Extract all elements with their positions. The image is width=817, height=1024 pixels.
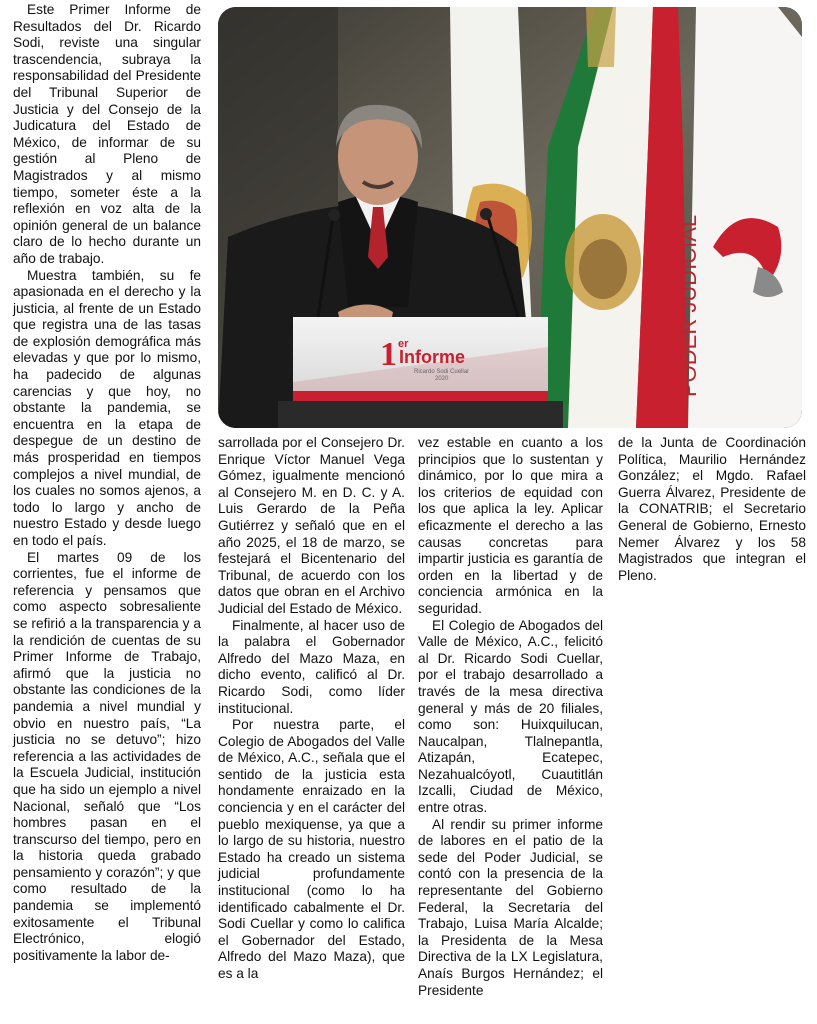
- paragraph: de la Junta de Coordinación Política, Maurilio Hernández González; el Mgdo. Rafael Guerra Álvarez, Presidente de la CONATRIB; el Secretario General de Gobierno, Ernesto Nemer Álvarez y los 58 Magistrados que integran el Pleno.: [618, 435, 806, 583]
- poder-judicial-banner: [676, 7, 802, 428]
- paragraph: sarrollada por el Consejero Dr. Enrique Víctor Manuel Vega Gómez, igualmente mencionó al Consejero M. en D. C. y A. Luis Gerardo de la Peña Gutiérrez y señaló que en el año 2025, el 18 de marzo, se festejará el Bicentenario del Tribunal, de acuerdo con los datos que obran en el Archivo Judicial del Estado de México.: [218, 435, 405, 616]
- paragraph: Al rendir su primer informe de labores en el patio de la sede del Poder Judicial, se contó con la presencia de la representante del Gobierno Federal, la Secretaria del Trabajo, Luisa María Alcalde; la Presidenta de la Mesa Directiva de la LX Legislatura, Anaís Burgos Hernández; el Presidente: [418, 816, 603, 998]
- paragraph: El Colegio de Abogados del Valle de México, A.C., felicitó al Dr. Ricardo Sodi Cuellar, por el trabajo desarrollado a través de la mesa directiva general y más de 20 filiales, como son: Huixquilucan, Naucalpan, Tlalnepantla, Atizapán, Ecatepec, Nezahualcóyotl, Cuautitlán Izcalli, Ciudad de México, entre otras.: [418, 617, 603, 816]
- podium-number: 1: [380, 336, 397, 373]
- podium-superscript: er: [398, 338, 409, 350]
- paragraph: Este Primer Informe de Resultados del Dr. Ricardo Sodi, reviste una singular trascendencia, subraya la responsabilidad del Presidente del Tribunal Superior de Justicia y del Consejo de la Judicatura del Estado de México, de informar de su gestión al Pleno de Magistrados y al mismo tiempo, someter éste a la reflexión en voz alta de la opinión general de un balance claro de lo hecho durante un año de trabajo.: [13, 2, 201, 266]
- paragraph: El martes 09 de los corrientes, fue el informe de referencia y pensamos que como aspecto sobresaliente se refirió a la transparencia y a la rendición de cuentas de su Primer Informe de Trabajo, afirmó que la justicia no obstante las condiciones de la pandemia a nivel mundial y obvio en nuestro país, “La justicia no se detuvo”; hizo referencia a las actividades de la Escuela Judicial, institución que ha sido un ejemplo a nivel Nacional, señaló que “Los hombres pasan en el transcurso del tiempo, pero en la historia queda grabado pensamiento y corazón”; y que como resultado de la pandemia se implementó exitosamente el Tribunal Electrónico, elogió positivamente la labor de-: [13, 549, 201, 963]
- podium-subtitle: Ricardo Sodi Cuellar: [414, 369, 470, 375]
- podium-word: Informe: [399, 347, 466, 367]
- article-column-2: [218, 435, 405, 983]
- paragraph: Finalmente, al hacer uso de la palabra el Gobernador Alfredo del Mazo Maza, en dicho evento, calificó al Dr. Ricardo Sodi, como líder institucional.: [218, 617, 405, 716]
- article-column-1: [13, 2, 201, 964]
- paragraph: Por nuestra parte, el Colegio de Abogados del Valle de México, A.C., señala que el sentido de la justicia esta hondamente enraizado en la conciencia y en el carácter del pueblo mexiquense, ya que a lo largo de su historia, nuestro Estado ha creado un sistema judicial profundamente institucional (como lo ha identificado cabalmente el Dr. Sodi Cuellar y como lo califica el Gobernador del Estado, Alfredo del Mazo Maza), que es a la: [218, 717, 405, 981]
- paragraph: Muestra también, su fe apasionada en el derecho y la justicia, al frente de un Estado que registra una de las tasas de explosión demográfica más elevadas y que por lo mismo, ha padecido de algunas carencias y que hoy, no obstante la pandemia, se encuentra en la etapa de despegue de un destino de más prosperidad en tiempos complejos a nivel mundial, de los cuales no somos ajenos, a todo lo largo y ancho de nuestro Estado y desde luego en todo el país.: [13, 267, 201, 548]
- podium: [278, 317, 563, 428]
- banner-text: PODER JUDICIAL: [676, 214, 701, 397]
- podium-year: 2020: [435, 376, 449, 382]
- article-column-3: [418, 435, 603, 999]
- article-column-4: [618, 435, 806, 584]
- event-photo: [218, 7, 802, 428]
- paragraph: vez estable en cuanto a los principios que lo sustentan y dinámico, por lo que mira a los criterios de equidad con los que aplica la ley. Aplicar eficazmente el derecho a las causas concretas para impartir justicia es garantía de orden en la libertad y de conciencia armónica en la seguridad.: [418, 435, 603, 616]
